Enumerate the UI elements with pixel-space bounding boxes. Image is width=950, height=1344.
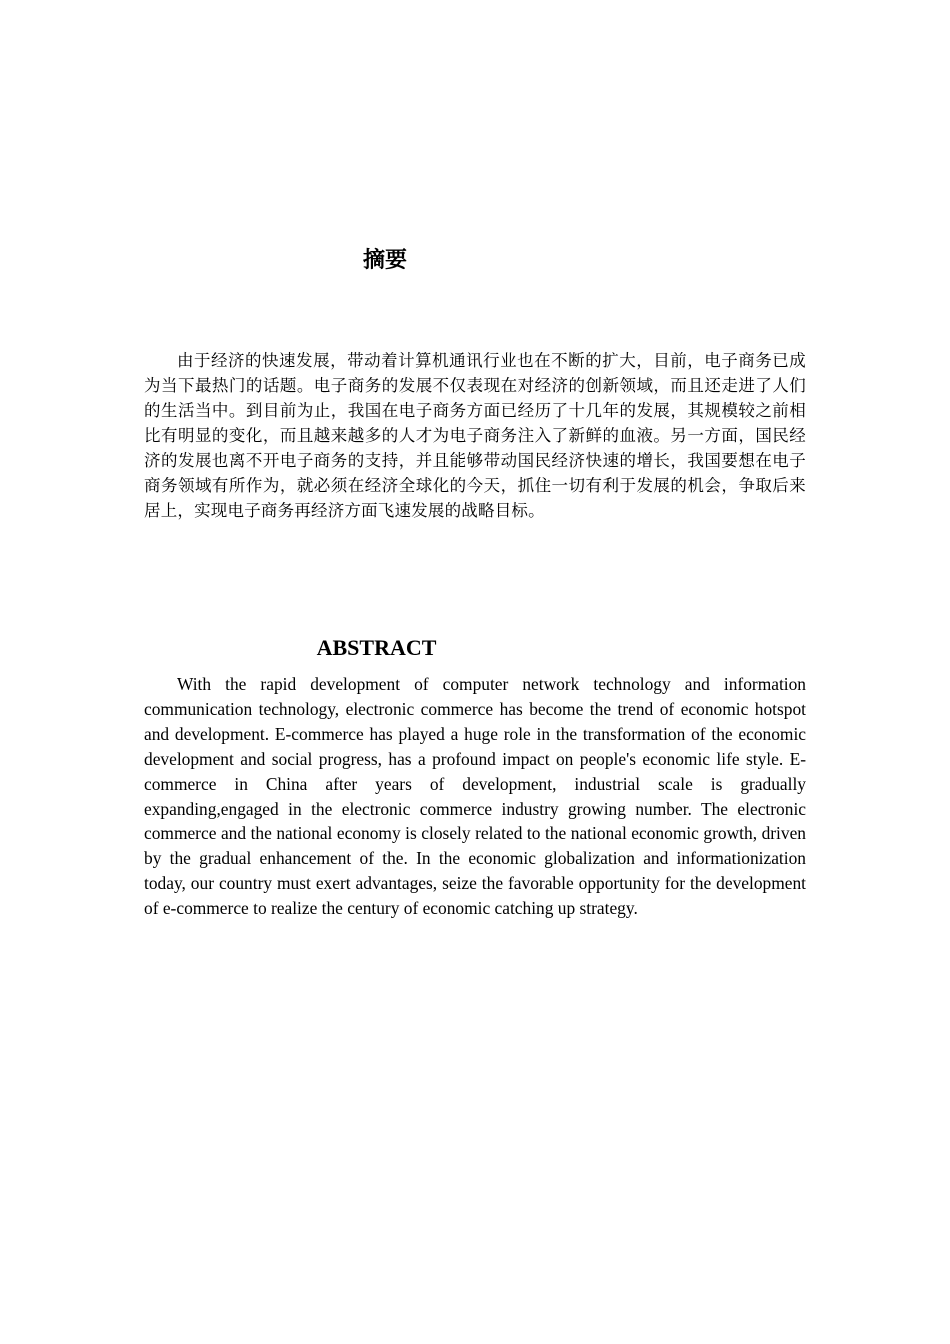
abstract-en-body: With the rapid development of computer network technology and information communication technology, electronic commerce has become the trend of economic hotspot and development. E-commerce has played a huge role in the transformation of the economic development and social progress, has a profound impact on people's economic life style. E-commerce in China after years of development, industrial scale is gradually expanding,engaged in the electronic commerce industry growing number. The electronic commerce and the national economy is closely related to the national economic growth, driven by the gradual enhancement of the. In the economic globalization and informationization today, our country must exert advantages, seize the favorable opportunity for the development of e-commerce to realize the century of economic catching up strategy. bbox=[144, 674, 806, 919]
abstract-en-title: ABSTRACT bbox=[316, 635, 437, 660]
abstract-cn-title: 摘要 bbox=[362, 248, 407, 273]
abstract-cn-body: 由于经济的快速发展，带动着计算机通讯行业也在不断的扩大，目前，电子商务已成为当下最热门的话题。电子商务的发展不仅表现在对经济的创新领域，而且还走进了人们的生活当中。到目前为止，我国在电子商务方面已经历了十几年的发展，其规模较之前相比有明显的变化，而且越来越多的人才为电子商务注入了新鲜的血液。另一方面，国民经济的发展也离不开电子商务的支持，并且能够带动国民经济快速的增长，我国要想在电子商务领域有所作为，就必须在经济全球化的今天，抓住一切有利于发展的机会，争取后来居上，实现电子商务再经济方面飞速发展的战略目标。 bbox=[144, 351, 806, 520]
